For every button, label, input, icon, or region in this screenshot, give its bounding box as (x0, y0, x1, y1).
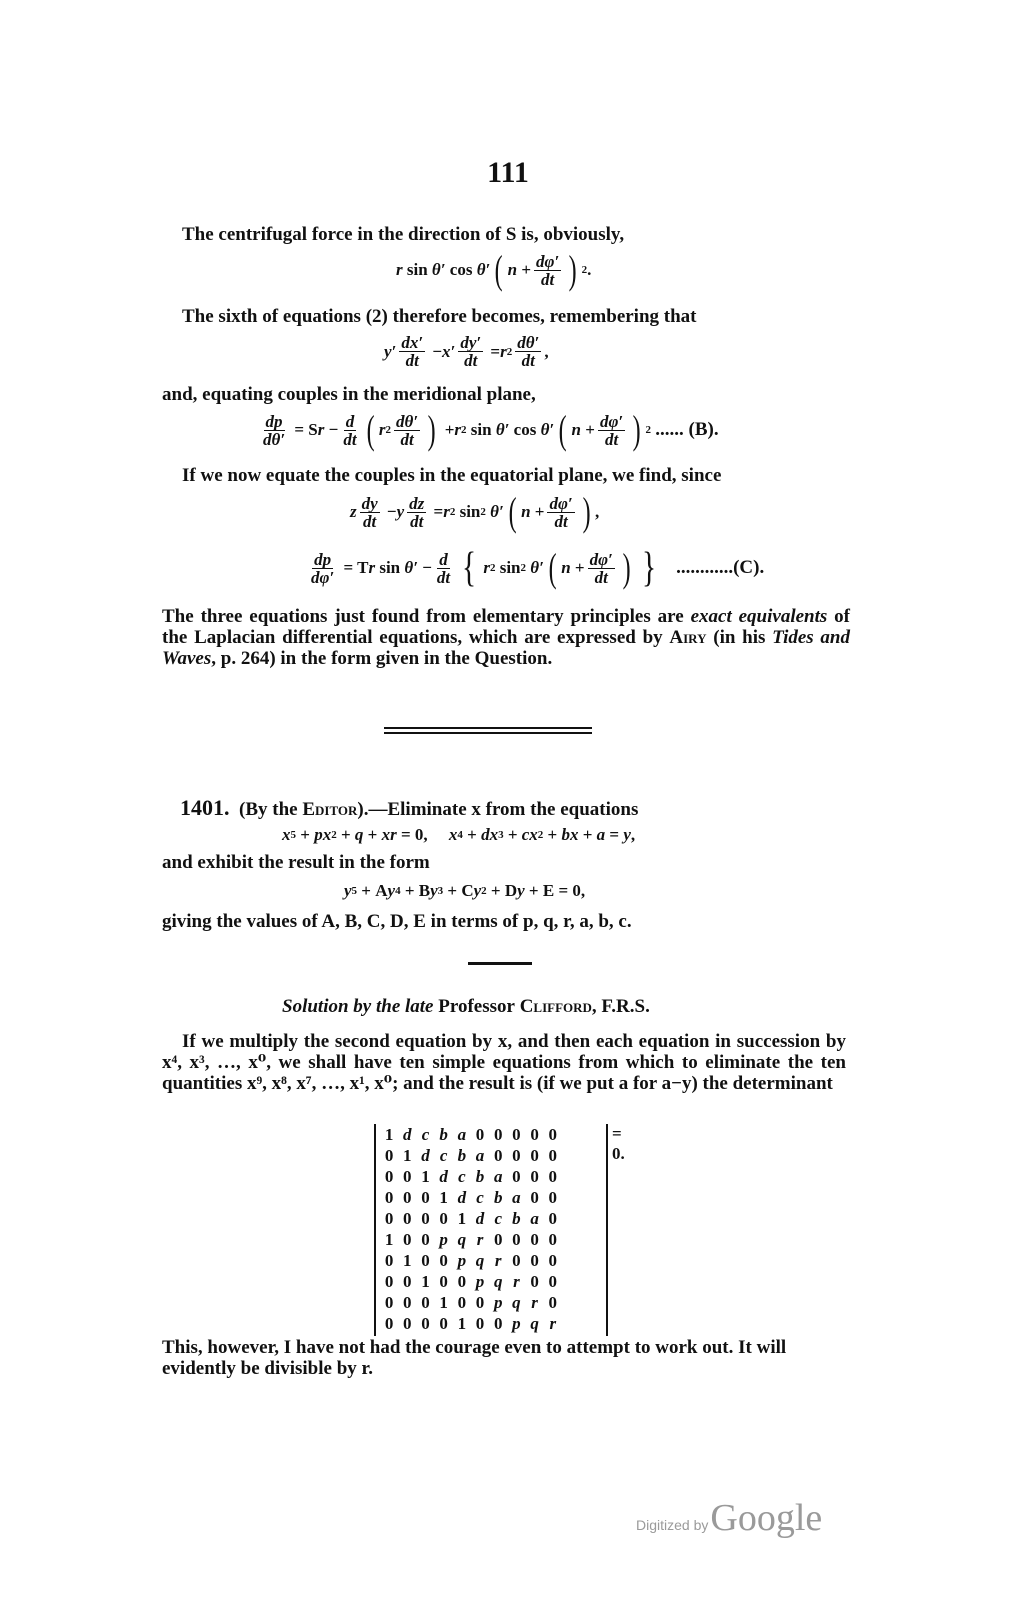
determinant-cell: 1 (384, 1124, 394, 1144)
equation-equatorial: z $\frac{dy}{dt}$ − y $\frac{dz}{dt}$ = r 2 sin 2 θ′ ( n + $\frac{d\varphi'}{dt}$ ) , (350, 489, 600, 534)
determinant-cell: 0 (403, 1229, 412, 1249)
determinant-cell: b (439, 1124, 448, 1144)
determinant-cell: 0 (512, 1166, 521, 1186)
determinant-cell: 0 (475, 1313, 485, 1333)
determinant-cell: 0 (530, 1271, 539, 1291)
determinant-cell: 0 (512, 1145, 521, 1165)
determinant-cell: a (512, 1187, 521, 1207)
determinant-cell: 0 (475, 1292, 485, 1312)
determinant-cell: p (512, 1313, 521, 1333)
determinant-rows (376, 1124, 562, 1334)
determinant-cell: 0 (548, 1250, 558, 1270)
equation-centrifugal: r sin θ′ cos θ′ ( n + $\frac{d\varphi'}{dt}$ ) 2 . (396, 247, 592, 292)
determinant-cell: 0 (384, 1208, 394, 1228)
solution-professor: Professor (438, 996, 515, 1017)
determinant-cell: 0 (384, 1187, 394, 1207)
determinant-cell: c (476, 1187, 484, 1207)
double-rule-top (384, 727, 592, 729)
determinant-cell: 0 (548, 1292, 558, 1312)
determinant-cell: d (439, 1166, 448, 1186)
equation-question: x 5 + px 2 + q + xr = 0, x 4 + dx 3 + cx 2 + bx + a = y , (282, 825, 636, 844)
equation-B: $\frac{dp}{d\theta'}$ = S r − $\frac{d}{dt}$ ( r 2 $\frac{d\theta'}{dt}$ ) + r 2 sin θ′ cos θ′ ( n + $\frac{d\varphi'}{dt}$ ) 2 ...... (B). (263, 407, 719, 452)
determinant-cell: 0 (530, 1187, 539, 1207)
determinant-cell: 0 (493, 1313, 503, 1333)
determinant-cell: 0 (403, 1271, 412, 1291)
determinant-cell: c (458, 1166, 466, 1186)
question-rest: ).—Eliminate x from the equations (357, 799, 639, 820)
determinant-cell: c (439, 1145, 448, 1165)
watermark-digitized: Digitized by (636, 1517, 709, 1533)
determinant-cell: 0 (384, 1292, 394, 1312)
determinant-cell: 0 (384, 1313, 394, 1333)
determinant-cell: c (421, 1124, 430, 1144)
watermark-google: Google (710, 1497, 823, 1539)
determinant-cell: 0 (384, 1250, 394, 1270)
determinant-row (380, 1145, 562, 1166)
determinant-cell: 0 (384, 1166, 394, 1186)
determinant-row (380, 1229, 562, 1250)
determinant-cell: a (530, 1208, 539, 1228)
determinant-cell: 0 (384, 1145, 394, 1165)
determinant-cell: 0 (403, 1208, 412, 1228)
determinant-right-bar (606, 1124, 608, 1336)
google-watermark (636, 1496, 822, 1540)
determinant-cell: 0 (439, 1208, 448, 1228)
determinant-row (380, 1166, 562, 1187)
determinant-cell: 0 (421, 1208, 430, 1228)
equation-result-form: y 5 + A y 4 + B y 3 + C y 2 + D y + E = 0, (344, 881, 586, 900)
paragraph-sixth: The sixth of equations (2) therefore becomes, remembering that (182, 306, 697, 327)
determinant-cell: 0 (457, 1292, 467, 1312)
label-C: ............(C). (676, 557, 765, 578)
determinant-row (380, 1292, 562, 1313)
determinant-cell: 0 (403, 1187, 412, 1207)
determinant-cell: r (513, 1271, 520, 1291)
determinant-cell: d (421, 1145, 430, 1165)
determinant-equals: = 0. (612, 1124, 625, 1163)
determinant-cell: d (403, 1124, 412, 1144)
determinant-row (380, 1250, 562, 1271)
solution-heading (282, 996, 650, 1018)
determinant-cell: 1 (403, 1145, 412, 1165)
paragraph-multiply: If we multiply the second equation by x, and then each equation in succession by x⁴, x³, …, x⁰, we shall have ten simple equations from which to eliminate the ten quantities x⁹, x⁸, x⁷, …, x¹, x⁰; and the result is (if we put a for a−y) the determinant (162, 1031, 846, 1094)
paragraph-centrifugal: The centrifugal force in the direction of S is, obviously, (182, 224, 625, 245)
determinant-cell: 0 (548, 1271, 558, 1291)
question-by: (By the (239, 799, 303, 820)
determinant-cell: 0 (493, 1229, 503, 1249)
text-airy: Airy (669, 627, 707, 648)
question-editor: Editor (302, 799, 358, 820)
determinant-cell: p (439, 1229, 448, 1249)
short-rule (468, 962, 532, 965)
equation-sixth: y′ $\frac{dx'}{dt}$ − x′ $\frac{dy'}{dt}$ = r 2 $\frac{d\theta'}{dt}$ , (384, 333, 549, 370)
text-three-2: of the Laplacian differential equations, which are expressed by (162, 606, 851, 648)
determinant-row (380, 1187, 562, 1208)
text-exact-equivalents: exact equivalents (690, 606, 828, 627)
determinant-cell: b (457, 1145, 467, 1165)
determinant-cell: q (530, 1313, 539, 1333)
determinant-row (380, 1124, 562, 1145)
determinant-cell: r (549, 1313, 557, 1333)
determinant-cell: b (475, 1166, 485, 1186)
determinant-cell: 0 (530, 1229, 539, 1249)
paragraph-giving: giving the values of A, B, C, D, E in terms of p, q, r, a, b, c. (162, 911, 632, 932)
determinant-cell: 0 (384, 1271, 394, 1291)
determinant-cell: 0 (421, 1313, 430, 1333)
determinant-cell: 1 (439, 1187, 448, 1207)
text-three-1: The three equations just found from elementary principles are (162, 606, 691, 627)
determinant-cell: 0 (530, 1250, 539, 1270)
text-tides-and-waves: Tides and Waves (162, 627, 850, 669)
determinant-cell: 0 (548, 1229, 558, 1249)
determinant (376, 1124, 625, 1334)
determinant-cell: 0 (421, 1187, 430, 1207)
determinant-cell: 0 (421, 1292, 430, 1312)
paragraph-equating: and, equating couples in the meridional plane, (162, 384, 536, 405)
determinant-cell: b (512, 1208, 521, 1228)
determinant-cell: 0 (512, 1250, 521, 1270)
determinant-cell: 0 (548, 1208, 558, 1228)
determinant-cell: 1 (439, 1292, 448, 1312)
equation-C: $\frac{dp}{d\varphi'}$ = T r sin θ′ − $\frac{d}{dt}$ { r 2 sin 2 θ′ ( n + $\frac{d\varphi'}{dt}$ ) } ............(C). (311, 545, 765, 591)
determinant-cell: 0 (439, 1313, 448, 1333)
determinant-cell: 0 (512, 1229, 521, 1249)
paragraph-exhibit: and exhibit the result in the form (162, 852, 430, 873)
determinant-cell: 0 (439, 1271, 448, 1291)
solution-clifford: Clifford (519, 996, 592, 1017)
determinant-cell: c (494, 1208, 502, 1228)
determinant-cell: a (457, 1124, 467, 1144)
determinant-cell: 0 (493, 1124, 503, 1144)
label-B: ...... (B). (655, 419, 719, 440)
paragraph-if: If we now equate the couples in the equatorial plane, we find, since (182, 465, 722, 486)
determinant-cell: a (475, 1145, 485, 1165)
paragraph-this: This, however, I have not had the courage even to attempt to work out. It will evidently be divisible by r. (162, 1337, 787, 1379)
determinant-left-bar (374, 1124, 376, 1336)
determinant-row (380, 1271, 562, 1292)
determinant-cell: r (494, 1250, 502, 1270)
determinant-cell: 0 (457, 1271, 467, 1291)
text-three-4: , p. 264) in the form given in the Question. (211, 648, 553, 669)
determinant-cell: 0 (403, 1292, 412, 1312)
determinant-cell: 0 (548, 1187, 558, 1207)
determinant-cell: q (457, 1229, 467, 1249)
paragraph-three (162, 606, 850, 669)
determinant-cell: 0 (493, 1145, 503, 1165)
determinant-cell: 0 (439, 1250, 448, 1270)
determinant-cell: p (475, 1271, 485, 1291)
determinant-cell: 0 (530, 1145, 539, 1165)
determinant-cell: p (493, 1292, 503, 1312)
determinant-cell: p (457, 1250, 467, 1270)
text-three-3: (in his (706, 627, 773, 648)
determinant-cell: 0 (548, 1166, 558, 1186)
determinant-cell: 0 (403, 1166, 412, 1186)
determinant-cell: 0 (548, 1145, 558, 1165)
determinant-cell: 1 (403, 1250, 412, 1270)
determinant-cell: 1 (457, 1313, 467, 1333)
determinant-cell: d (475, 1208, 485, 1228)
determinant-cell: 0 (512, 1124, 521, 1144)
determinant-cell: 0 (421, 1229, 430, 1249)
determinant-cell: d (457, 1187, 467, 1207)
determinant-cell: 1 (457, 1208, 467, 1228)
determinant-cell: r (531, 1292, 538, 1312)
solution-by-late: Solution by the late (282, 996, 434, 1017)
determinant-cell: a (493, 1166, 503, 1186)
determinant-cell: 1 (421, 1271, 430, 1291)
determinant-cell: q (512, 1292, 521, 1312)
determinant-cell: q (493, 1271, 503, 1291)
determinant-cell: 1 (421, 1166, 430, 1186)
determinant-cell: 0 (475, 1124, 485, 1144)
determinant-cell: r (476, 1229, 484, 1249)
determinant-cell: q (475, 1250, 485, 1270)
determinant-cell: 0 (421, 1250, 430, 1270)
determinant-cell: 0 (548, 1124, 558, 1144)
determinant-cell: 1 (384, 1229, 394, 1249)
determinant-cell: 0 (403, 1313, 412, 1333)
determinant-cell: 0 (530, 1166, 539, 1186)
determinant-cell: b (493, 1187, 503, 1207)
double-rule-bottom (384, 732, 592, 734)
question-number: 1401. (180, 795, 230, 820)
determinant-cell: 0 (530, 1124, 539, 1144)
determinant-row (380, 1208, 562, 1229)
solution-frs: , F.R.S. (591, 996, 650, 1017)
page-number: 111 (487, 156, 529, 189)
question-header (180, 797, 880, 820)
determinant-row (380, 1313, 562, 1334)
